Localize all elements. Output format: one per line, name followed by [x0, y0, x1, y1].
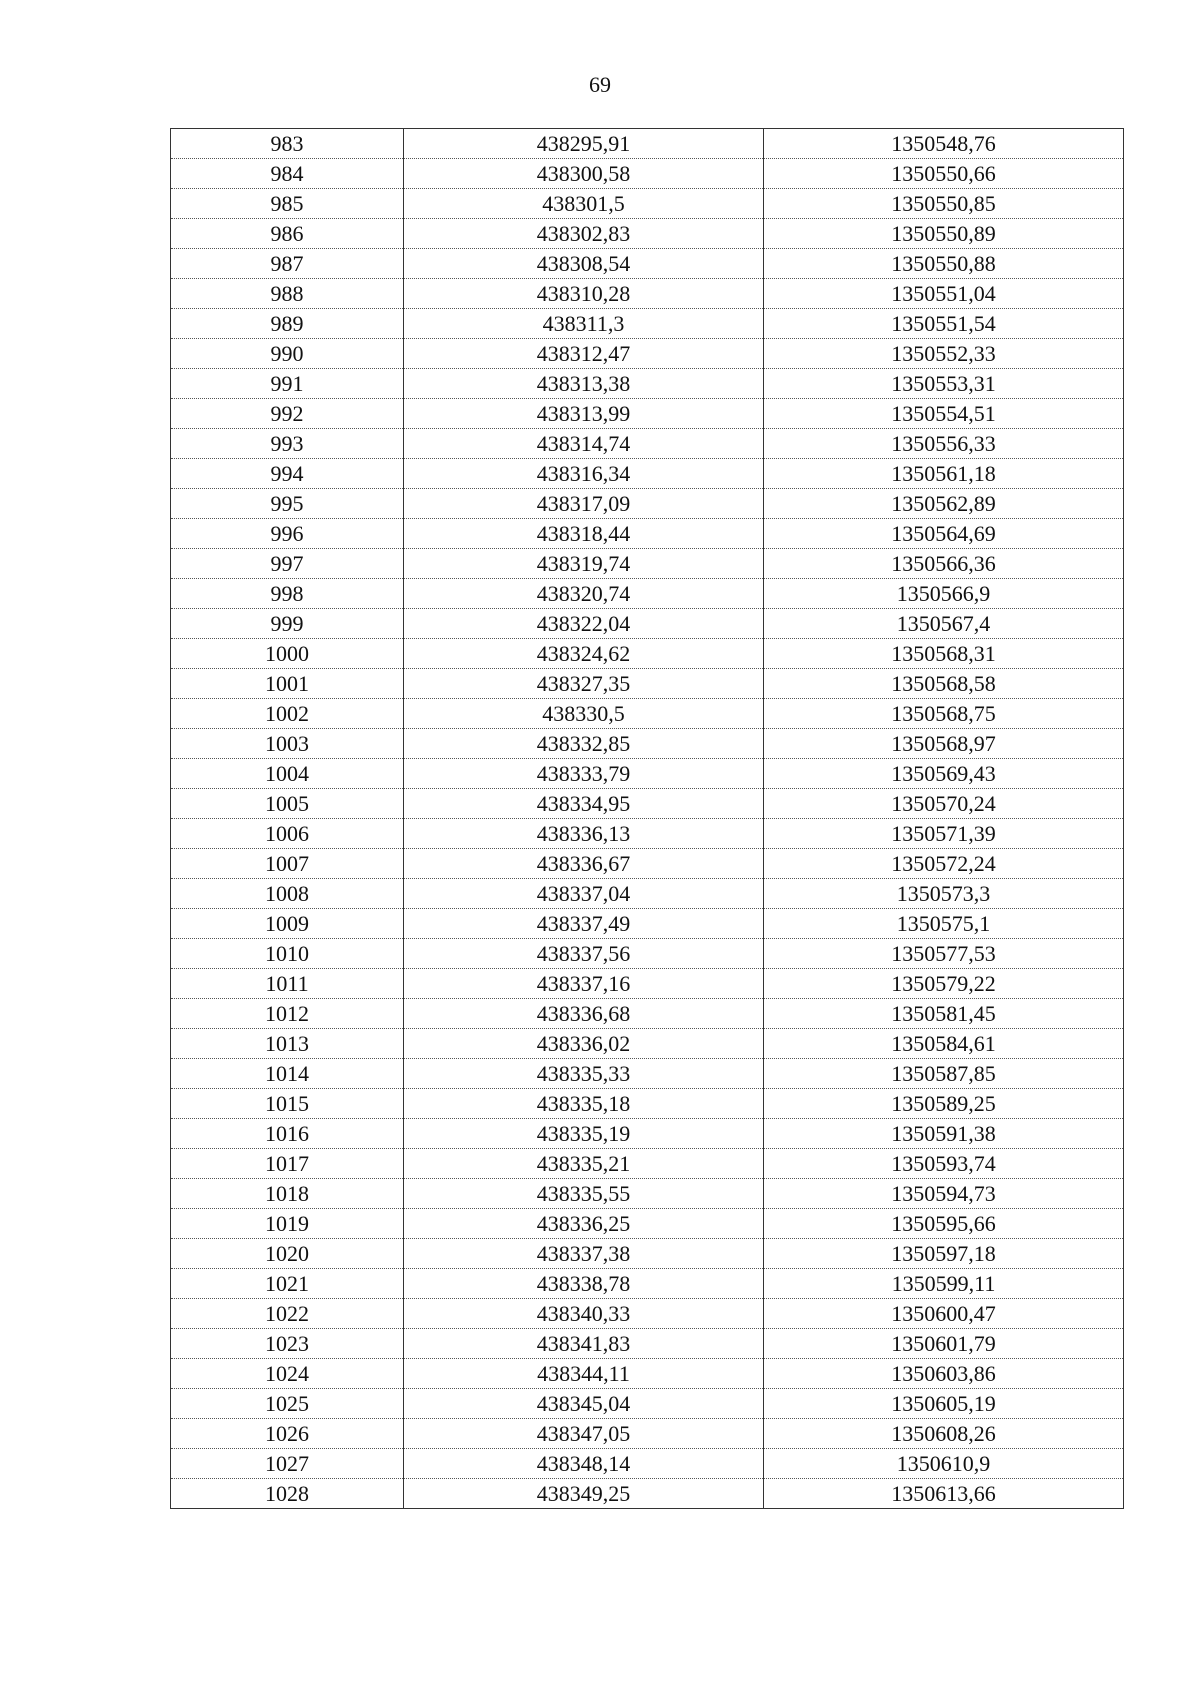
x-coordinate-cell: 438334,95: [404, 789, 764, 819]
point-number-cell: 996: [171, 519, 404, 549]
table-row: [171, 1119, 1124, 1149]
table-row: [171, 759, 1124, 789]
point-number-cell: 1018: [171, 1179, 404, 1209]
y-coordinate-cell: 1350577,53: [764, 939, 1124, 969]
table-row: [171, 1209, 1124, 1239]
y-coordinate-cell: 1350610,9: [764, 1449, 1124, 1479]
table-row: [171, 1059, 1124, 1089]
y-coordinate-cell: 1350568,75: [764, 699, 1124, 729]
table-row: [171, 309, 1124, 339]
x-coordinate-cell: 438300,58: [404, 159, 764, 189]
x-coordinate-cell: 438335,33: [404, 1059, 764, 1089]
table-row: [171, 669, 1124, 699]
y-coordinate-cell: 1350564,69: [764, 519, 1124, 549]
point-number-cell: 1004: [171, 759, 404, 789]
point-number-cell: 1024: [171, 1359, 404, 1389]
table-row: [171, 219, 1124, 249]
table-row: [171, 1389, 1124, 1419]
x-coordinate-cell: 438337,16: [404, 969, 764, 999]
y-coordinate-cell: 1350550,88: [764, 249, 1124, 279]
table-row: [171, 639, 1124, 669]
x-coordinate-cell: 438337,38: [404, 1239, 764, 1269]
point-number-cell: 998: [171, 579, 404, 609]
y-coordinate-cell: 1350550,89: [764, 219, 1124, 249]
y-coordinate-cell: 1350581,45: [764, 999, 1124, 1029]
table-row: [171, 339, 1124, 369]
table-row: [171, 519, 1124, 549]
table-row: [171, 549, 1124, 579]
y-coordinate-cell: 1350548,76: [764, 129, 1124, 159]
x-coordinate-cell: 438349,25: [404, 1479, 764, 1509]
point-number-cell: 993: [171, 429, 404, 459]
point-number-cell: 992: [171, 399, 404, 429]
point-number-cell: 988: [171, 279, 404, 309]
x-coordinate-cell: 438347,05: [404, 1419, 764, 1449]
table-row: [171, 1179, 1124, 1209]
x-coordinate-cell: 438345,04: [404, 1389, 764, 1419]
point-number-cell: 1012: [171, 999, 404, 1029]
point-number-cell: 1000: [171, 639, 404, 669]
table-row: [171, 1029, 1124, 1059]
y-coordinate-cell: 1350553,31: [764, 369, 1124, 399]
point-number-cell: 999: [171, 609, 404, 639]
y-coordinate-cell: 1350599,11: [764, 1269, 1124, 1299]
y-coordinate-cell: 1350567,4: [764, 609, 1124, 639]
x-coordinate-cell: 438316,34: [404, 459, 764, 489]
y-coordinate-cell: 1350566,36: [764, 549, 1124, 579]
x-coordinate-cell: 438319,74: [404, 549, 764, 579]
point-number-cell: 1023: [171, 1329, 404, 1359]
y-coordinate-cell: 1350579,22: [764, 969, 1124, 999]
table-row: [171, 819, 1124, 849]
y-coordinate-cell: 1350571,39: [764, 819, 1124, 849]
x-coordinate-cell: 438333,79: [404, 759, 764, 789]
point-number-cell: 1001: [171, 669, 404, 699]
y-coordinate-cell: 1350591,38: [764, 1119, 1124, 1149]
y-coordinate-cell: 1350575,1: [764, 909, 1124, 939]
point-number-cell: 990: [171, 339, 404, 369]
x-coordinate-cell: 438317,09: [404, 489, 764, 519]
x-coordinate-cell: 438322,04: [404, 609, 764, 639]
point-number-cell: 995: [171, 489, 404, 519]
y-coordinate-cell: 1350568,58: [764, 669, 1124, 699]
table-row: [171, 1149, 1124, 1179]
x-coordinate-cell: 438336,68: [404, 999, 764, 1029]
table-row: [171, 699, 1124, 729]
x-coordinate-cell: 438341,83: [404, 1329, 764, 1359]
table-row: [171, 969, 1124, 999]
point-number-cell: 1021: [171, 1269, 404, 1299]
point-number-cell: 1027: [171, 1449, 404, 1479]
table-row: [171, 459, 1124, 489]
table-row: [171, 999, 1124, 1029]
point-number-cell: 1017: [171, 1149, 404, 1179]
x-coordinate-cell: 438312,47: [404, 339, 764, 369]
point-number-cell: 1007: [171, 849, 404, 879]
table-row: [171, 249, 1124, 279]
y-coordinate-cell: 1350597,18: [764, 1239, 1124, 1269]
y-coordinate-cell: 1350572,24: [764, 849, 1124, 879]
y-coordinate-cell: 1350601,79: [764, 1329, 1124, 1359]
point-number-cell: 987: [171, 249, 404, 279]
point-number-cell: 984: [171, 159, 404, 189]
table-row: [171, 1449, 1124, 1479]
table-row: [171, 1329, 1124, 1359]
table-row: [171, 939, 1124, 969]
x-coordinate-cell: 438335,18: [404, 1089, 764, 1119]
x-coordinate-cell: 438310,28: [404, 279, 764, 309]
y-coordinate-cell: 1350568,31: [764, 639, 1124, 669]
y-coordinate-cell: 1350551,54: [764, 309, 1124, 339]
point-number-cell: 1006: [171, 819, 404, 849]
point-number-cell: 1016: [171, 1119, 404, 1149]
point-number-cell: 1008: [171, 879, 404, 909]
table-row: [171, 159, 1124, 189]
y-coordinate-cell: 1350550,85: [764, 189, 1124, 219]
y-coordinate-cell: 1350594,73: [764, 1179, 1124, 1209]
y-coordinate-cell: 1350603,86: [764, 1359, 1124, 1389]
point-number-cell: 1028: [171, 1479, 404, 1509]
x-coordinate-cell: 438336,67: [404, 849, 764, 879]
table-row: [171, 789, 1124, 819]
x-coordinate-cell: 438335,19: [404, 1119, 764, 1149]
coordinate-table-body: [171, 129, 1124, 1509]
y-coordinate-cell: 1350587,85: [764, 1059, 1124, 1089]
x-coordinate-cell: 438314,74: [404, 429, 764, 459]
y-coordinate-cell: 1350600,47: [764, 1299, 1124, 1329]
point-number-cell: 1014: [171, 1059, 404, 1089]
x-coordinate-cell: 438327,35: [404, 669, 764, 699]
table-row: [171, 849, 1124, 879]
y-coordinate-cell: 1350562,89: [764, 489, 1124, 519]
point-number-cell: 1025: [171, 1389, 404, 1419]
point-number-cell: 1002: [171, 699, 404, 729]
table-row: [171, 579, 1124, 609]
point-number-cell: 1020: [171, 1239, 404, 1269]
table-row: [171, 1239, 1124, 1269]
table-row: [171, 909, 1124, 939]
y-coordinate-cell: 1350595,66: [764, 1209, 1124, 1239]
table-row: [171, 1089, 1124, 1119]
x-coordinate-cell: 438302,83: [404, 219, 764, 249]
table-row: [171, 1299, 1124, 1329]
table-row: [171, 429, 1124, 459]
y-coordinate-cell: 1350568,97: [764, 729, 1124, 759]
x-coordinate-cell: 438295,91: [404, 129, 764, 159]
table-row: [171, 609, 1124, 639]
point-number-cell: 989: [171, 309, 404, 339]
table-row: [171, 399, 1124, 429]
x-coordinate-cell: 438336,13: [404, 819, 764, 849]
table-row: [171, 189, 1124, 219]
x-coordinate-cell: 438336,02: [404, 1029, 764, 1059]
coordinate-table: [170, 128, 1124, 1509]
point-number-cell: 985: [171, 189, 404, 219]
table-row: [171, 879, 1124, 909]
y-coordinate-cell: 1350573,3: [764, 879, 1124, 909]
point-number-cell: 1022: [171, 1299, 404, 1329]
x-coordinate-cell: 438324,62: [404, 639, 764, 669]
page-number: 69: [589, 72, 611, 97]
y-coordinate-cell: 1350569,43: [764, 759, 1124, 789]
x-coordinate-cell: 438348,14: [404, 1449, 764, 1479]
x-coordinate-cell: 438335,21: [404, 1149, 764, 1179]
y-coordinate-cell: 1350550,66: [764, 159, 1124, 189]
point-number-cell: 1019: [171, 1209, 404, 1239]
table-row: [171, 129, 1124, 159]
point-number-cell: 1011: [171, 969, 404, 999]
x-coordinate-cell: 438330,5: [404, 699, 764, 729]
point-number-cell: 1015: [171, 1089, 404, 1119]
x-coordinate-cell: 438313,99: [404, 399, 764, 429]
y-coordinate-cell: 1350566,9: [764, 579, 1124, 609]
y-coordinate-cell: 1350584,61: [764, 1029, 1124, 1059]
table-row: [171, 1419, 1124, 1449]
y-coordinate-cell: 1350608,26: [764, 1419, 1124, 1449]
x-coordinate-cell: 438332,85: [404, 729, 764, 759]
x-coordinate-cell: 438308,54: [404, 249, 764, 279]
point-number-cell: 986: [171, 219, 404, 249]
y-coordinate-cell: 1350552,33: [764, 339, 1124, 369]
table-row: [171, 1479, 1124, 1509]
table-row: [171, 489, 1124, 519]
table-row: [171, 1359, 1124, 1389]
x-coordinate-cell: 438337,04: [404, 879, 764, 909]
y-coordinate-cell: 1350554,51: [764, 399, 1124, 429]
x-coordinate-cell: 438313,38: [404, 369, 764, 399]
point-number-cell: 994: [171, 459, 404, 489]
point-number-cell: 1009: [171, 909, 404, 939]
table-row: [171, 369, 1124, 399]
point-number-cell: 1026: [171, 1419, 404, 1449]
point-number-cell: 991: [171, 369, 404, 399]
y-coordinate-cell: 1350613,66: [764, 1479, 1124, 1509]
table-row: [171, 729, 1124, 759]
x-coordinate-cell: 438338,78: [404, 1269, 764, 1299]
point-number-cell: 1013: [171, 1029, 404, 1059]
x-coordinate-cell: 438344,11: [404, 1359, 764, 1389]
point-number-cell: 997: [171, 549, 404, 579]
table-row: [171, 279, 1124, 309]
x-coordinate-cell: 438337,56: [404, 939, 764, 969]
y-coordinate-cell: 1350570,24: [764, 789, 1124, 819]
point-number-cell: 983: [171, 129, 404, 159]
y-coordinate-cell: 1350556,33: [764, 429, 1124, 459]
y-coordinate-cell: 1350551,04: [764, 279, 1124, 309]
point-number-cell: 1010: [171, 939, 404, 969]
x-coordinate-cell: 438340,33: [404, 1299, 764, 1329]
x-coordinate-cell: 438336,25: [404, 1209, 764, 1239]
x-coordinate-cell: 438311,3: [404, 309, 764, 339]
x-coordinate-cell: 438318,44: [404, 519, 764, 549]
x-coordinate-cell: 438335,55: [404, 1179, 764, 1209]
y-coordinate-cell: 1350605,19: [764, 1389, 1124, 1419]
x-coordinate-cell: 438337,49: [404, 909, 764, 939]
x-coordinate-cell: 438320,74: [404, 579, 764, 609]
point-number-cell: 1005: [171, 789, 404, 819]
y-coordinate-cell: 1350593,74: [764, 1149, 1124, 1179]
y-coordinate-cell: 1350589,25: [764, 1089, 1124, 1119]
point-number-cell: 1003: [171, 729, 404, 759]
x-coordinate-cell: 438301,5: [404, 189, 764, 219]
table-row: [171, 1269, 1124, 1299]
y-coordinate-cell: 1350561,18: [764, 459, 1124, 489]
